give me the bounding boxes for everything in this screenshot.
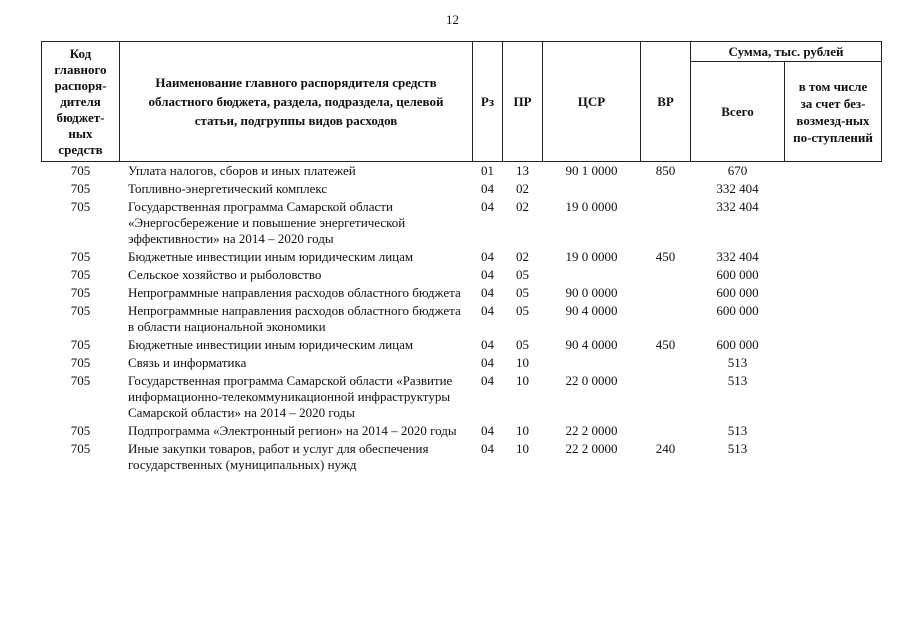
cell-total: 513 [727, 441, 748, 456]
cell-csr [543, 267, 641, 285]
header-total: Всего [691, 62, 785, 162]
header-pr: ПР [503, 42, 543, 162]
cell-gratis [785, 303, 882, 337]
cell-pr: 05 [516, 337, 529, 352]
cell-code: 705 [70, 303, 91, 318]
cell-vr [641, 355, 691, 373]
cell-total: 600 000 [716, 337, 759, 352]
table-row [42, 373, 882, 423]
header-csr: ЦСР [543, 42, 641, 162]
cell-gratis [785, 249, 882, 267]
cell-vr [641, 373, 691, 423]
cell-code: 705 [70, 163, 91, 178]
cell-gratis [785, 162, 882, 182]
cell-total: 332 404 [716, 249, 759, 264]
cell-total: 600 000 [716, 285, 759, 300]
header-rz: Рз [473, 42, 503, 162]
cell-rz: 04 [481, 373, 494, 388]
cell-rz: 04 [481, 181, 494, 196]
cell-name: Связь и информатика [128, 355, 247, 370]
cell-vr: 850 [655, 163, 676, 178]
cell-gratis [785, 441, 882, 475]
cell-csr: 19 0 0000 [565, 199, 618, 214]
cell-name: Государственная программа Самарской области «Развитие информационно-телекоммуникационной инфраструктуры Самарской области» на 2014 – 2020 годы [128, 373, 453, 420]
table-row [42, 249, 882, 267]
cell-csr: 22 2 0000 [565, 441, 618, 456]
cell-name: Подпрограмма «Электронный регион» на 2014 – 2020 годы [128, 423, 457, 438]
cell-name: Непрограммные направления расходов областного бюджета [128, 285, 461, 300]
cell-total: 513 [727, 423, 748, 438]
cell-name: Бюджетные инвестиции иным юридическим лицам [128, 337, 414, 352]
cell-code: 705 [70, 355, 91, 370]
cell-pr: 13 [516, 163, 529, 178]
table-row [42, 181, 882, 199]
cell-code: 705 [70, 285, 91, 300]
cell-rz: 01 [481, 163, 494, 178]
table-row [42, 285, 882, 303]
cell-vr: 240 [655, 441, 676, 456]
cell-total: 332 404 [716, 181, 759, 196]
cell-rz: 04 [481, 441, 494, 456]
cell-gratis [785, 285, 882, 303]
table-body [42, 162, 882, 476]
cell-name: Бюджетные инвестиции иным юридическим лицам [128, 249, 414, 264]
cell-rz: 04 [481, 285, 494, 300]
cell-rz: 04 [481, 337, 494, 352]
table-header [42, 42, 882, 162]
cell-name: Государственная программа Самарской области «Энергосбережение и повышение энергетической эффективности» на 2014 – 2020 годы [128, 199, 406, 246]
table-row [42, 423, 882, 441]
cell-code: 705 [70, 423, 91, 438]
cell-pr: 10 [516, 441, 529, 456]
cell-pr: 02 [516, 249, 529, 264]
cell-code: 705 [70, 267, 91, 282]
header-gratis: в том числе за счет без-возмезд-ных по-ступлений [785, 62, 882, 162]
cell-csr: 19 0 0000 [565, 249, 618, 264]
cell-csr [543, 355, 641, 373]
cell-vr [641, 423, 691, 441]
cell-total: 670 [727, 163, 748, 178]
cell-rz: 04 [481, 355, 494, 370]
cell-gratis [785, 337, 882, 355]
cell-gratis [785, 373, 882, 423]
cell-vr [641, 199, 691, 249]
cell-total: 513 [727, 355, 748, 370]
table-row [42, 162, 882, 182]
cell-name: Иные закупки товаров, работ и услуг для обеспечения государственных (муниципальных) нужд [128, 441, 429, 472]
table-row [42, 199, 882, 249]
cell-code: 705 [70, 373, 91, 388]
table-row [42, 267, 882, 285]
cell-csr: 22 0 0000 [565, 373, 618, 388]
cell-code: 705 [70, 199, 91, 214]
cell-vr: 450 [655, 249, 676, 264]
cell-pr: 10 [516, 373, 529, 388]
header-name: Наименование главного распорядителя средств областного бюджета, раздела, подраздела, целевой статьи, подгруппы видов расходов [120, 42, 473, 162]
cell-pr: 05 [516, 285, 529, 300]
cell-rz: 04 [481, 423, 494, 438]
cell-gratis [785, 267, 882, 285]
cell-gratis [785, 199, 882, 249]
cell-rz: 04 [481, 267, 494, 282]
cell-pr: 10 [516, 423, 529, 438]
cell-vr [641, 267, 691, 285]
table-row [42, 337, 882, 355]
cell-total: 600 000 [716, 267, 759, 282]
header-sum-group: Сумма, тыс. рублей [691, 42, 882, 62]
cell-rz: 04 [481, 199, 494, 214]
cell-gratis [785, 355, 882, 373]
cell-vr [641, 181, 691, 199]
cell-csr [543, 181, 641, 199]
table-row [42, 441, 882, 475]
table-row [42, 303, 882, 337]
cell-vr: 450 [655, 337, 676, 352]
table-row [42, 355, 882, 373]
cell-csr: 90 1 0000 [565, 163, 618, 178]
cell-total: 513 [727, 373, 748, 388]
cell-pr: 05 [516, 303, 529, 318]
cell-vr [641, 285, 691, 303]
cell-name: Непрограммные направления расходов областного бюджета в области национальной экономики [128, 303, 461, 334]
page-number: 12 [446, 12, 459, 27]
cell-rz: 04 [481, 249, 494, 264]
cell-pr: 05 [516, 267, 529, 282]
cell-code: 705 [70, 441, 91, 456]
cell-code: 705 [70, 337, 91, 352]
cell-csr: 90 0 0000 [565, 285, 618, 300]
cell-code: 705 [70, 249, 91, 264]
cell-csr: 90 4 0000 [565, 337, 618, 352]
cell-name: Сельское хозяйство и рыболовство [128, 267, 322, 282]
cell-pr: 02 [516, 181, 529, 196]
cell-name: Топливно-энергетический комплекс [128, 181, 328, 196]
cell-csr: 90 4 0000 [565, 303, 618, 318]
cell-total: 600 000 [716, 303, 759, 318]
cell-vr [641, 303, 691, 337]
header-code: Код главного распоря-дителя бюджет-ных средств [42, 42, 120, 162]
cell-gratis [785, 181, 882, 199]
cell-name: Уплата налогов, сборов и иных платежей [128, 163, 356, 178]
cell-code: 705 [70, 181, 91, 196]
cell-gratis [785, 423, 882, 441]
cell-pr: 02 [516, 199, 529, 214]
budget-table [41, 41, 882, 475]
cell-pr: 10 [516, 355, 529, 370]
header-vr: ВР [641, 42, 691, 162]
cell-total: 332 404 [716, 199, 759, 214]
cell-csr: 22 2 0000 [565, 423, 618, 438]
cell-rz: 04 [481, 303, 494, 318]
